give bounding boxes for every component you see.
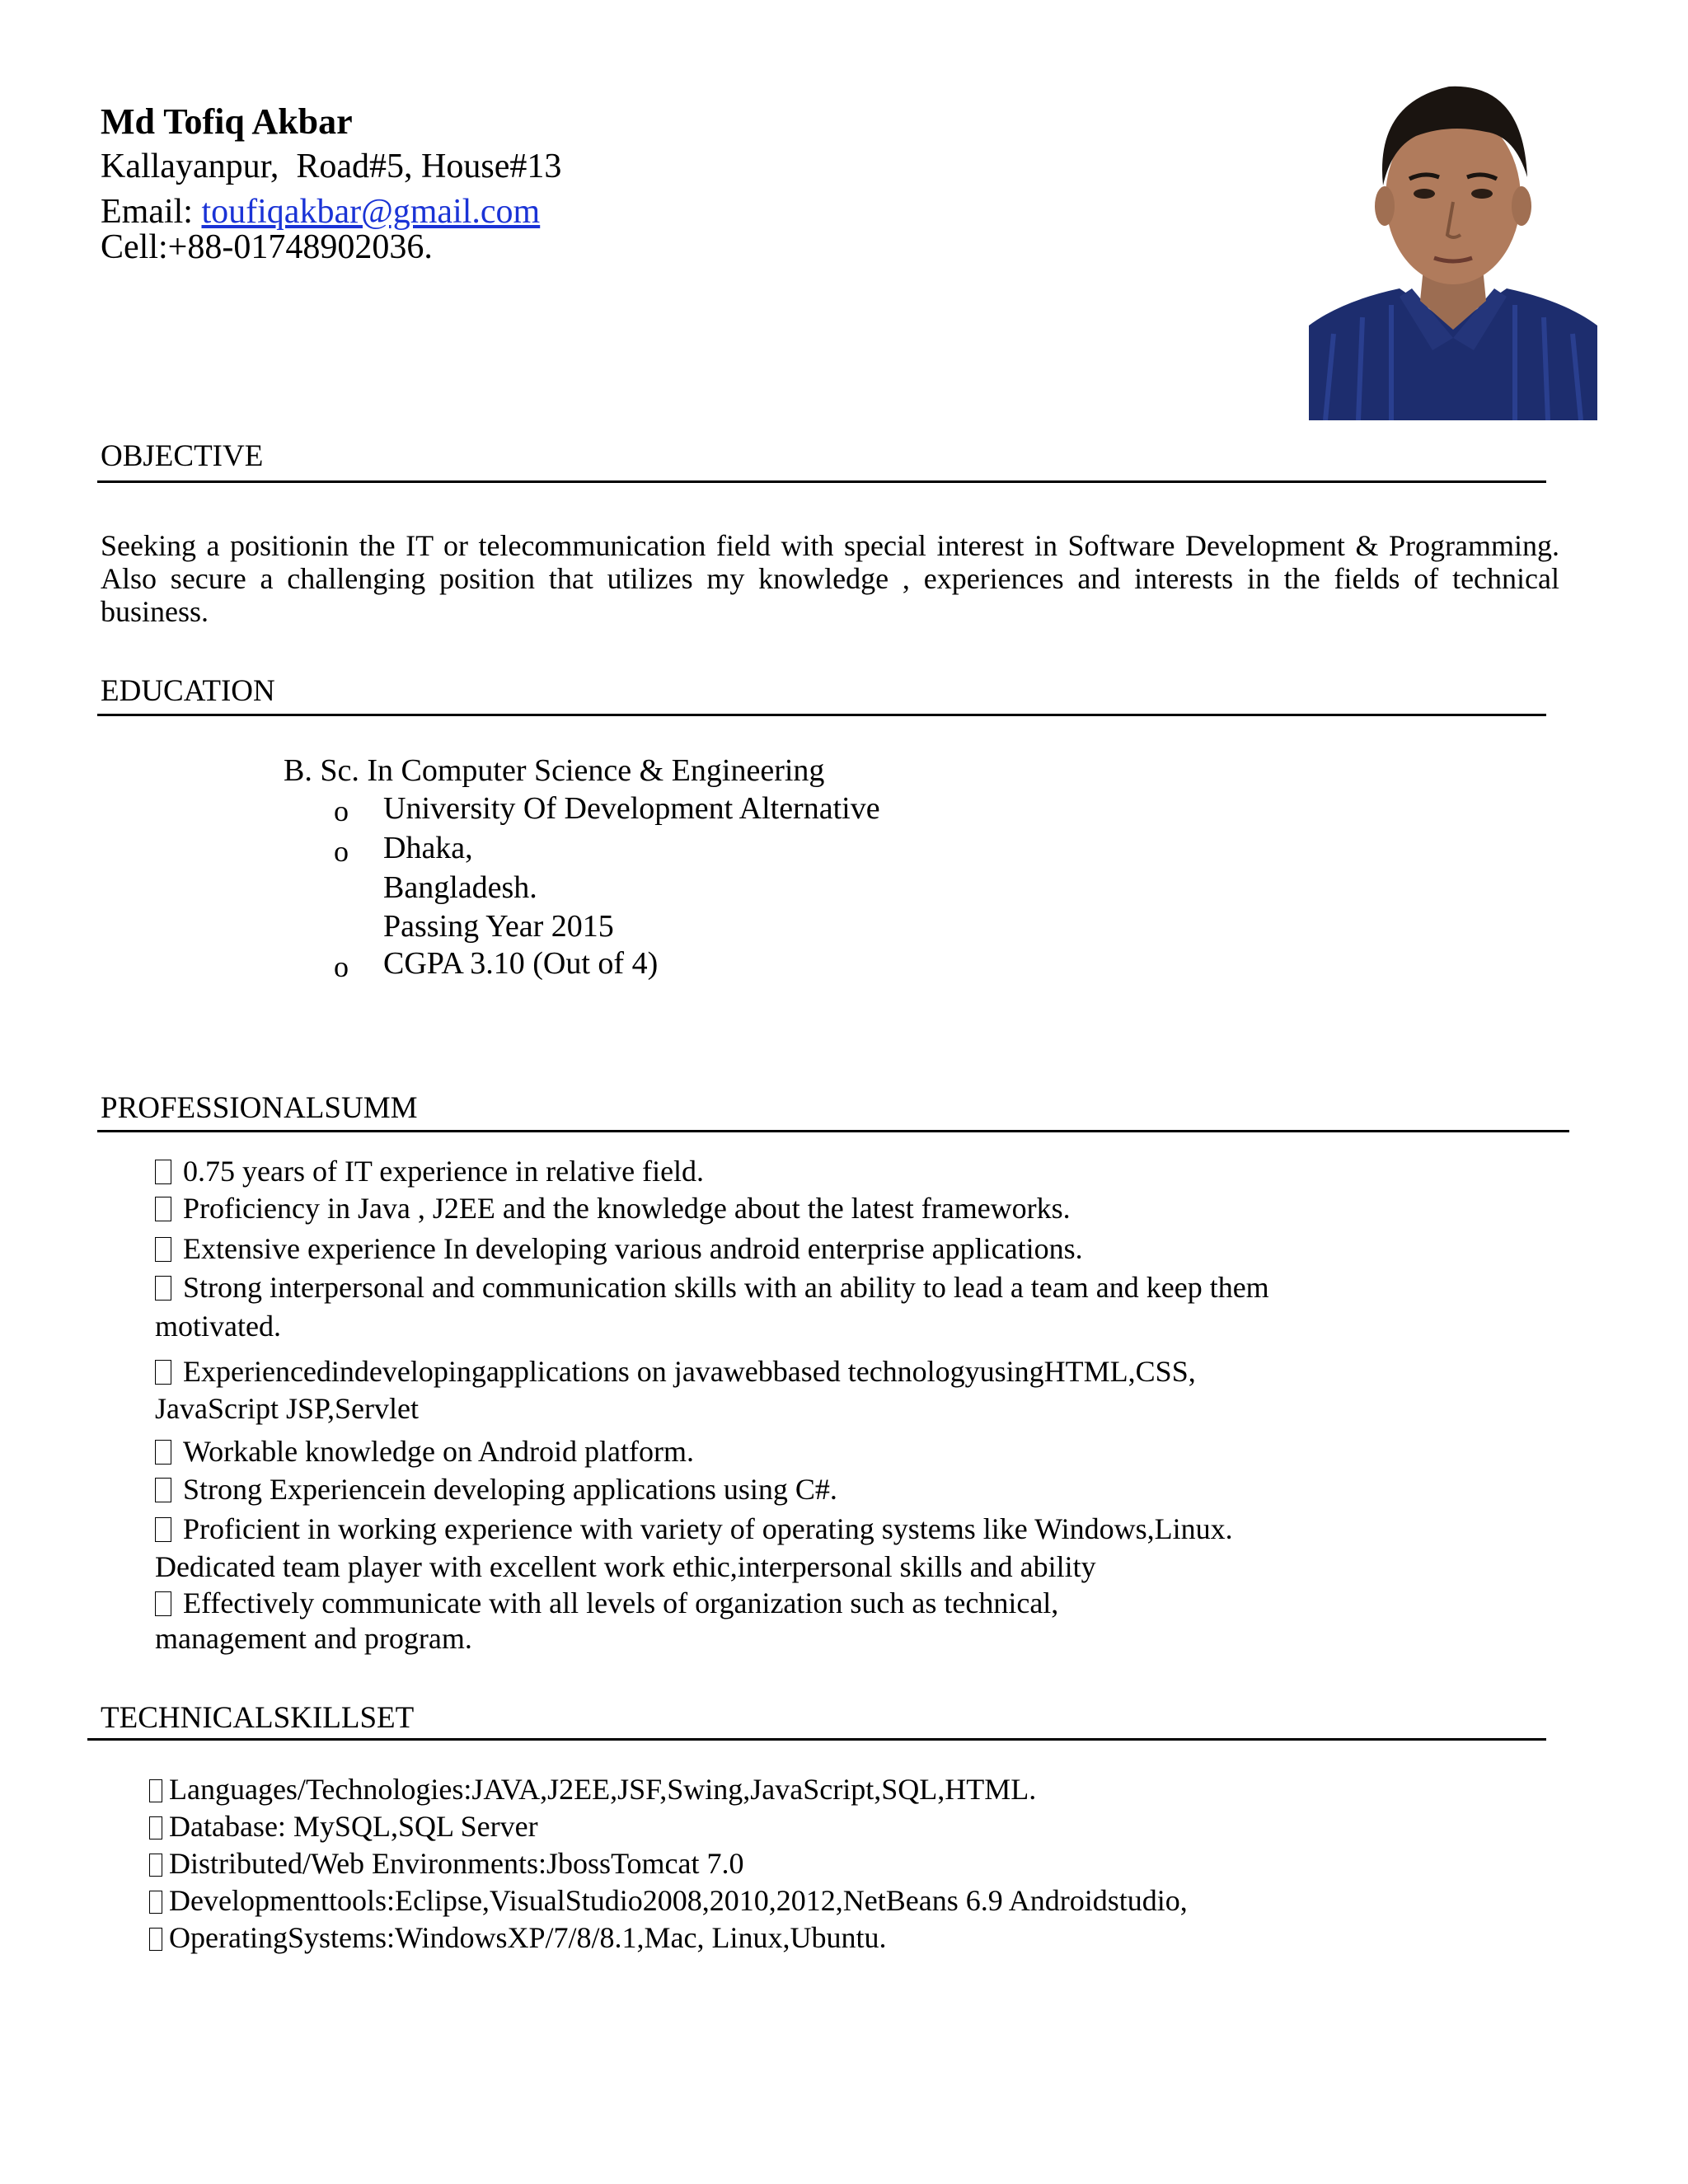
summary-item-continued: motivated. xyxy=(155,1310,281,1343)
empty-box-icon xyxy=(155,1160,171,1184)
summary-item: Proficient in working experience with variety of operating systems like Windows,Linux. xyxy=(155,1511,1233,1546)
cgpa: CGPA 3.10 (Out of 4) xyxy=(383,946,659,981)
email-label: Email: xyxy=(101,193,193,231)
cell-number: Cell:+88-01748902036. xyxy=(101,228,433,266)
summary-item-continued: JavaScript JSP,Servlet xyxy=(155,1392,419,1425)
empty-box-icon xyxy=(149,1891,162,1914)
summary-item: Strong interpersonal and communication skills with an ability to lead a team and keep them xyxy=(155,1270,1269,1305)
summary-item: Experiencedindevelopingapplications on javawebbased technologyusingHTML,CSS, xyxy=(155,1354,1196,1389)
education-heading: EDUCATION xyxy=(101,674,275,708)
summary-item: Strong Experiencein developing applications using C#. xyxy=(155,1472,837,1507)
skills-divider xyxy=(87,1738,1546,1741)
city: Dhaka, xyxy=(383,831,473,865)
empty-box-icon xyxy=(155,1478,171,1502)
empty-box-icon xyxy=(155,1360,171,1385)
profile-photo xyxy=(1309,54,1597,420)
empty-box-icon xyxy=(149,1816,162,1840)
country: Bangladesh. xyxy=(383,870,537,905)
skill-item: Database: MySQL,SQL Server xyxy=(149,1809,538,1844)
summary-item: Workable knowledge on Android platform. xyxy=(155,1434,694,1469)
empty-box-icon xyxy=(155,1197,171,1221)
empty-box-icon xyxy=(149,1854,162,1877)
empty-box-icon xyxy=(155,1591,171,1616)
skill-item: Developmenttools:Eclipse,VisualStudio2008,2010,2012,NetBeans 6.9 Androidstudio, xyxy=(149,1883,1188,1918)
summary-item-continued: Dedicated team player with excellent work ethic,interpersonal skills and ability xyxy=(155,1550,1096,1583)
passing-year: Passing Year 2015 xyxy=(383,909,614,944)
university: University Of Development Alternative xyxy=(383,791,880,826)
empty-box-icon xyxy=(155,1440,171,1465)
objective-heading: OBJECTIVE xyxy=(101,439,264,473)
skill-item: Languages/Technologies:JAVA,J2EE,JSF,Swing,JavaScript,SQL,HTML. xyxy=(149,1772,1036,1807)
skill-item: Distributed/Web Environments:JbossTomcat 7.0 xyxy=(149,1846,744,1881)
summary-item-continued: management and program. xyxy=(155,1622,472,1655)
summary-item: Extensive experience In developing various android enterprise applications. xyxy=(155,1231,1083,1266)
empty-box-icon xyxy=(155,1517,171,1542)
email-link[interactable]: toufiqakbar@gmail.com xyxy=(201,193,541,231)
objective-text: Seeking a positionin the IT or telecommunication field with special interest in Software Development & Programming. Also secure a challenging position that utilizes my knowledge , experiences and interests in the fields of technical business. xyxy=(101,529,1559,628)
bullet-icon: o xyxy=(334,794,349,827)
summary-item: Proficiency in Java , J2EE and the knowledge about the latest frameworks. xyxy=(155,1191,1071,1226)
empty-box-icon xyxy=(149,1779,162,1802)
email-line xyxy=(101,192,540,232)
skill-item: OperatingSystems:WindowsXP/7/8/8.1,Mac, Linux,Ubuntu. xyxy=(149,1920,887,1955)
education-divider xyxy=(97,714,1546,716)
empty-box-icon xyxy=(155,1276,171,1301)
address: Kallayanpur, Road#5, House#13 xyxy=(101,148,562,185)
summary-divider xyxy=(97,1130,1569,1132)
summary-item: Effectively communicate with all levels of organization such as technical, xyxy=(155,1586,1058,1620)
bullet-icon: o xyxy=(334,950,349,983)
empty-box-icon xyxy=(149,1928,162,1951)
profile-photo-icon xyxy=(1309,54,1597,420)
summary-heading: PROFESSIONALSUMM xyxy=(101,1091,418,1125)
skills-heading: TECHNICALSKILLSET xyxy=(101,1701,415,1735)
empty-box-icon xyxy=(155,1237,171,1262)
candidate-name: Md Tofiq Akbar xyxy=(101,101,353,142)
bullet-icon: o xyxy=(334,835,349,868)
objective-divider xyxy=(97,480,1546,483)
degree: B. Sc. In Computer Science & Engineering xyxy=(284,753,825,788)
summary-item: 0.75 years of IT experience in relative field. xyxy=(155,1154,704,1188)
